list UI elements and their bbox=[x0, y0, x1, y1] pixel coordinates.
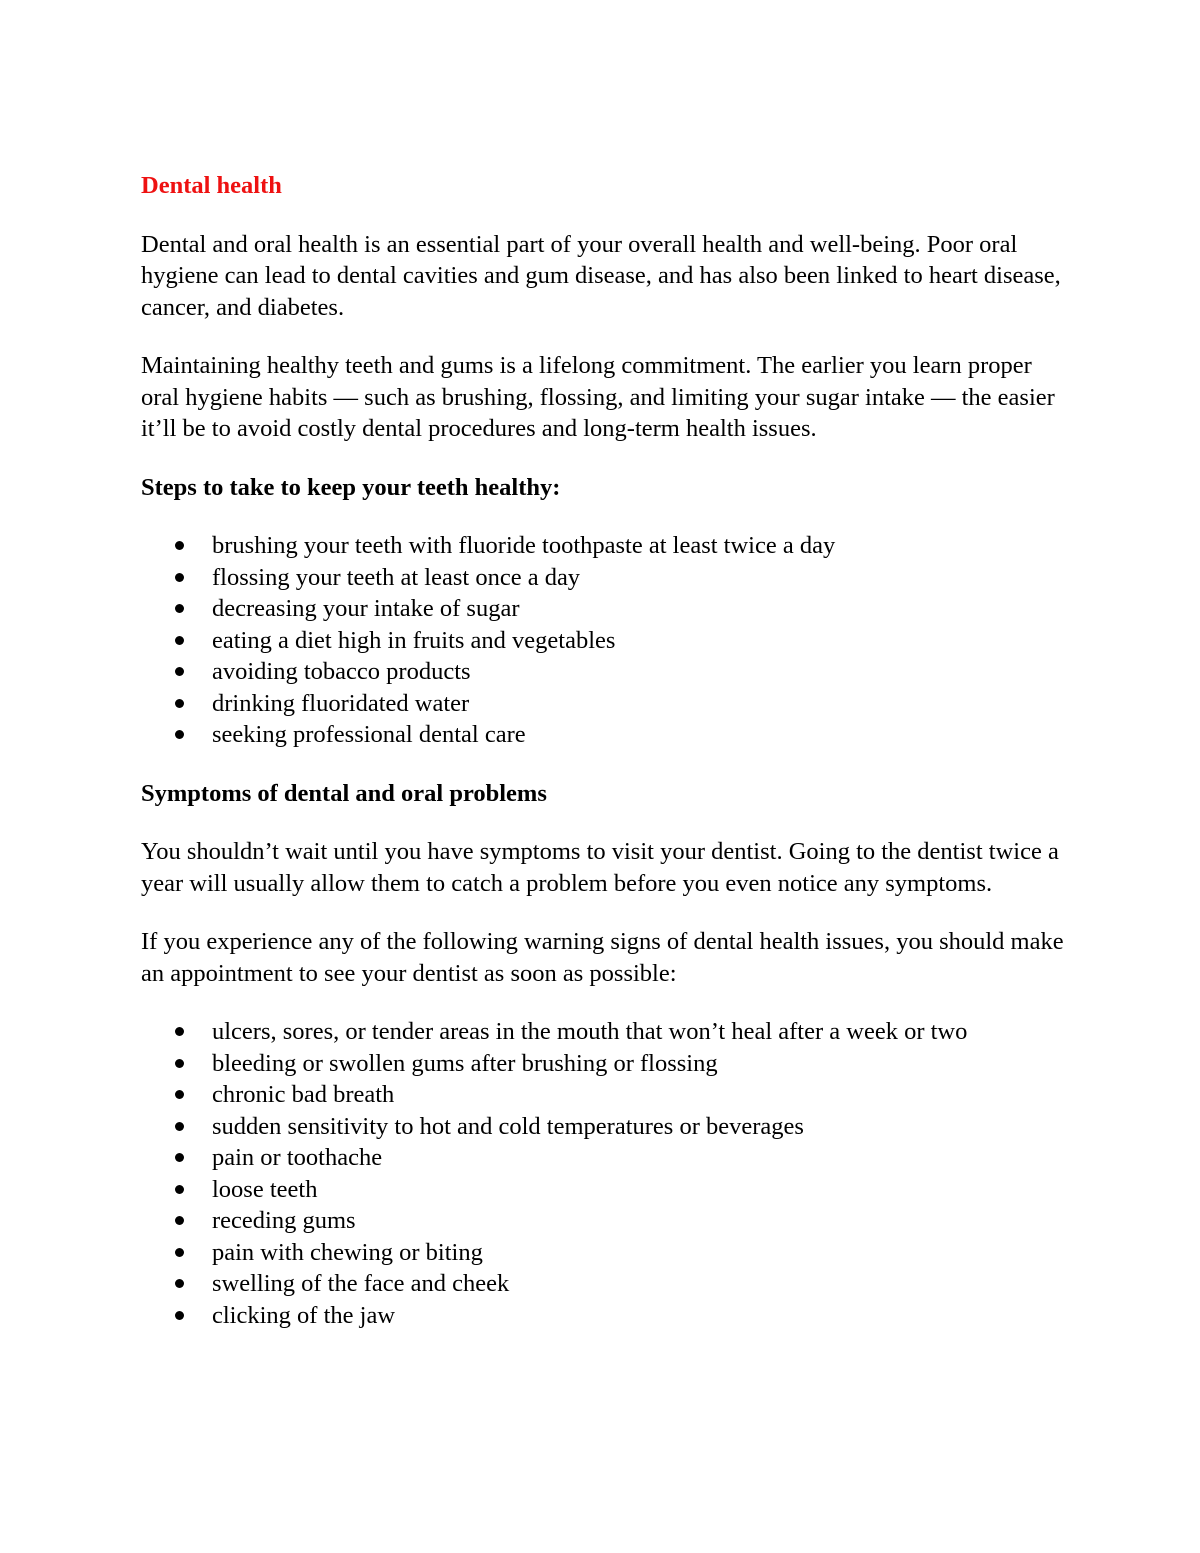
list-item bbox=[141, 1016, 1071, 1048]
list-item-text: clicking of the jaw bbox=[212, 1301, 396, 1329]
bullet-icon bbox=[175, 1248, 184, 1257]
symptoms-paragraph-2: If you experience any of the following warning signs of dental health issues, you should make an appointment to see your dentist as soon as possible: bbox=[141, 928, 1064, 987]
bullet-icon bbox=[175, 1279, 184, 1288]
bullet-icon bbox=[175, 1090, 184, 1099]
warning-signs-list bbox=[141, 1016, 1071, 1331]
list-item bbox=[141, 1048, 1071, 1080]
bullet-icon bbox=[175, 604, 184, 613]
list-item bbox=[141, 625, 1071, 657]
document-title: Dental health bbox=[141, 172, 282, 199]
list-item-text: avoiding tobacco products bbox=[212, 658, 471, 685]
list-item bbox=[141, 530, 1071, 562]
document-page bbox=[141, 170, 1071, 1358]
list-item bbox=[141, 593, 1071, 625]
list-item bbox=[141, 656, 1071, 688]
bullet-icon bbox=[175, 573, 184, 582]
list-item bbox=[141, 1268, 1071, 1300]
steps-heading: Steps to take to keep your teeth healthy: bbox=[141, 473, 561, 501]
list-item bbox=[141, 1237, 1071, 1269]
bullet-icon bbox=[175, 699, 184, 708]
list-item-text: swelling of the face and cheek bbox=[212, 1270, 510, 1297]
bullet-icon bbox=[175, 1122, 184, 1131]
bullet-icon bbox=[175, 667, 184, 676]
bullet-icon bbox=[175, 1027, 184, 1036]
list-item bbox=[141, 719, 1071, 751]
bullet-icon bbox=[175, 1216, 184, 1225]
list-item-text: loose teeth bbox=[212, 1175, 318, 1203]
list-item bbox=[141, 688, 1071, 720]
list-item bbox=[141, 562, 1071, 594]
intro-paragraph-1: Dental and oral health is an essential part of your overall health and well-being. Poor oral hygiene can lead to dental cavities and gum disease, and has also been linked to heart disease, cancer, and diabetes. bbox=[141, 230, 1061, 321]
symptoms-heading: Symptoms of dental and oral problems bbox=[141, 779, 547, 807]
list-item bbox=[141, 1111, 1071, 1143]
list-item-text: pain with chewing or biting bbox=[212, 1238, 483, 1266]
bullet-icon bbox=[175, 730, 184, 739]
list-item-text: receding gums bbox=[212, 1207, 356, 1234]
list-item-text: seeking professional dental care bbox=[212, 721, 526, 748]
bullet-icon bbox=[175, 1185, 184, 1194]
bullet-icon bbox=[175, 636, 184, 645]
list-item bbox=[141, 1300, 1071, 1332]
list-item-text: decreasing your intake of sugar bbox=[212, 595, 520, 622]
list-item-text: brushing your teeth with fluoride toothpaste at least twice a day bbox=[212, 532, 836, 559]
list-item bbox=[141, 1174, 1071, 1206]
list-item bbox=[141, 1142, 1071, 1174]
list-item bbox=[141, 1079, 1071, 1111]
bullet-icon bbox=[175, 541, 184, 550]
list-item-text: chronic bad breath bbox=[212, 1081, 395, 1108]
bullet-icon bbox=[175, 1059, 184, 1068]
list-item-text: pain or toothache bbox=[212, 1144, 383, 1171]
list-item-text: ulcers, sores, or tender areas in the mouth that won’t heal after a week or two bbox=[212, 1018, 968, 1045]
steps-list bbox=[141, 530, 1071, 751]
list-item-text: drinking fluoridated water bbox=[212, 689, 470, 717]
bullet-icon bbox=[175, 1153, 184, 1162]
symptoms-paragraph-1: You shouldn’t wait until you have symptoms to visit your dentist. Going to the dentist twice a year will usually allow them to catch a problem before you even notice any symptoms. bbox=[141, 838, 1059, 897]
intro-paragraph-2: Maintaining healthy teeth and gums is a lifelong commitment. The earlier you learn proper oral hygiene habits — such as brushing, flossing, and limiting your sugar intake — the easier it’ll be to avoid costly dental procedures and long-term health issues. bbox=[141, 352, 1055, 442]
bullet-icon bbox=[175, 1311, 184, 1320]
list-item-text: eating a diet high in fruits and vegetables bbox=[212, 626, 616, 654]
list-item-text: bleeding or swollen gums after brushing or flossing bbox=[212, 1049, 718, 1077]
list-item-text: sudden sensitivity to hot and cold temperatures or beverages bbox=[212, 1112, 804, 1140]
list-item-text: flossing your teeth at least once a day bbox=[212, 563, 581, 591]
list-item bbox=[141, 1205, 1071, 1237]
